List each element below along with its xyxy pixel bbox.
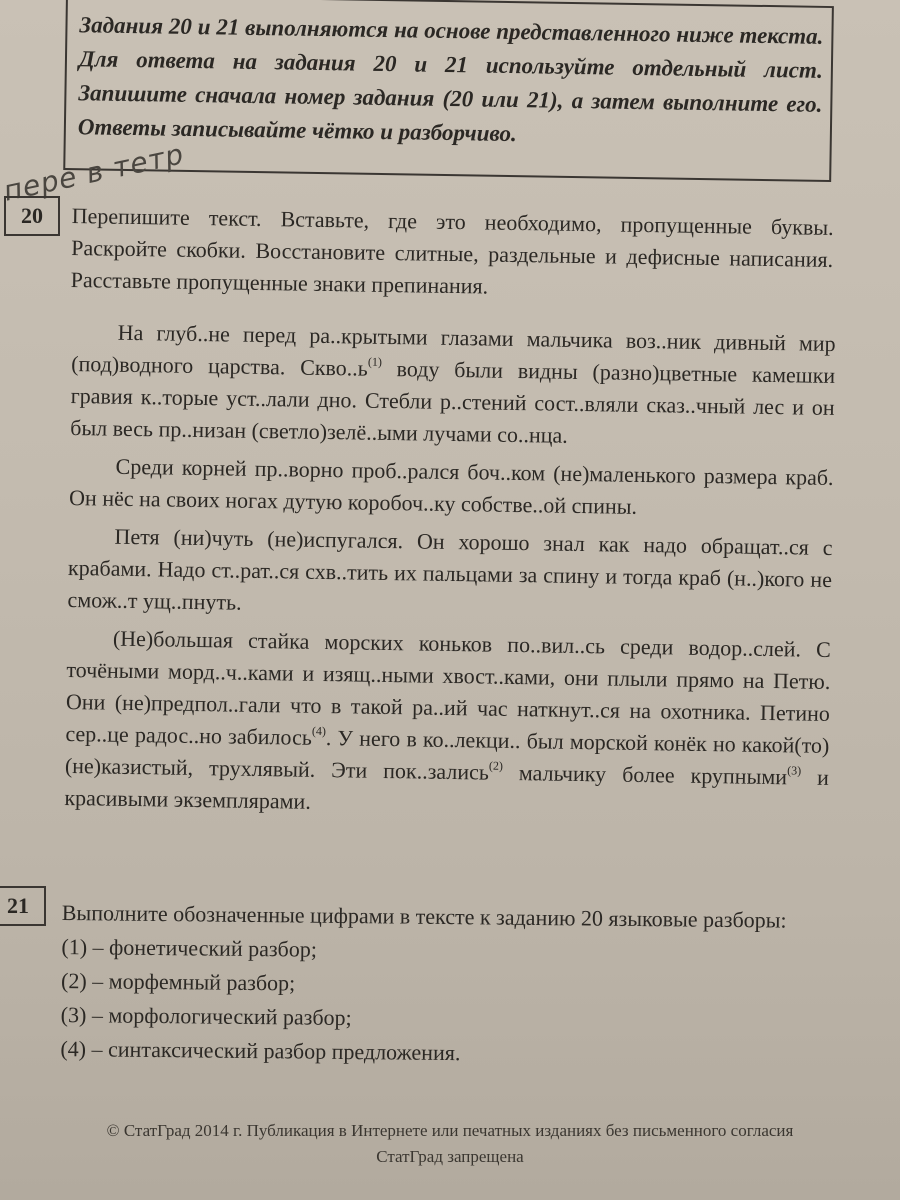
text-paragraph-4 [64,622,831,826]
paragraph-4-part-d: и красивыми экземплярами. [64,764,830,814]
analysis-item-1: (1) – фонетический разбор; [61,933,318,962]
task-20-text [64,316,836,832]
text-paragraph-1 [70,316,836,456]
footer-line-2: СтатГрад запрещена [376,1147,524,1166]
footnote-mark-2: (2) [488,758,504,773]
paragraph-4-part-a: (Не)большая стайка морских коньков по..вил..сь среди водор..слей. С точёными морд..ч..ками и изящ..ными хвост..ками, они плыли прямо на Петю. Они (не)предпол..гали что в такой ра..ий час наткнут..ся на охотника. Петино сер..це радос..но забилось [65,625,832,750]
instructions-line-3: сначала номер задания (20 или 21), а затем выполните его. Ответы [77,82,823,141]
instructions-line-4: записывайте чётко и разборчиво. [171,115,517,147]
task-21-block [60,896,842,1074]
analysis-item-4: (4) – синтаксический разбор предложения. [60,1035,461,1066]
analysis-item-2: (2) – морфемный разбор; [60,967,296,996]
text-paragraph-3: Петя (ни)чуть (не)испугался. Он хорошо знал как надо обращат..ся с крабами. Надо ст..рат..ся схв..тить их пальцами за спину и тогда краб (н..)кого не смож..т ущ..пнуть. [67,523,833,615]
task-21-number: 21 [0,886,46,926]
handwritten-note: пере в тетр [0,137,187,208]
paragraph-4-part-c: мальчику более крупными [502,759,788,790]
instructions-line-1: Задания 20 и 21 выполняются на основе представленного ниже текста. [79,12,824,49]
task-20-instruction: Перепишите текст. Вставьте, где это необходимо, пропущенные буквы. Раскройте скобки. Восстановите слитные, раздельные и дефисные написания. Расставьте пропущенные знаки препинания. [70,202,834,299]
instructions-line-2: Для ответа на задания 20 и 21 используйте отдельный лист. Запишите [78,46,824,107]
task-21-intro: Выполните обозначенные цифрами в тексте к заданию 20 языковые разборы: [61,899,787,933]
footnote-mark-3: (3) [787,763,802,778]
text-paragraph-2: Среди корней пр..ворно проб..рался боч..ком (не)маленького размера краб. Он нёс на своих ногах дутую коробоч..ку собстве..ой спины. [68,453,834,519]
paragraph-4-part-b: . У него в ко..лекци.. был морской конёк но какой(то) (не)казистый, трухлявый. Эти пок..зались [64,725,830,785]
copyright-footer [60,1118,840,1170]
footer-line-1: © СтатГрад 2014 г. Публикация в Интернете или печатных изданиях без письменного согласия [106,1121,794,1140]
paragraph-1-part-b: воду были видны (разно)цветные камешки гравия к..торые уст..лали дно. Стебли р..стений сост..вляли сказ..чный лес и он был весь пр..низан (светло)зелё..ыми лучами со..нца. [70,355,836,448]
instructions-text [78,8,824,156]
analysis-item-3: (3) – морфологический разбор; [60,1001,352,1031]
footnote-mark-4: (4) [311,723,327,739]
footnote-mark-1: (1) [367,354,383,369]
paragraph-1-part-a: На глуб..не перед ра..крытыми глазами мальчика воз..ник дивный мир (под)водного царства. Скво..ь [71,319,836,381]
task-20-number: 20 [4,196,60,236]
